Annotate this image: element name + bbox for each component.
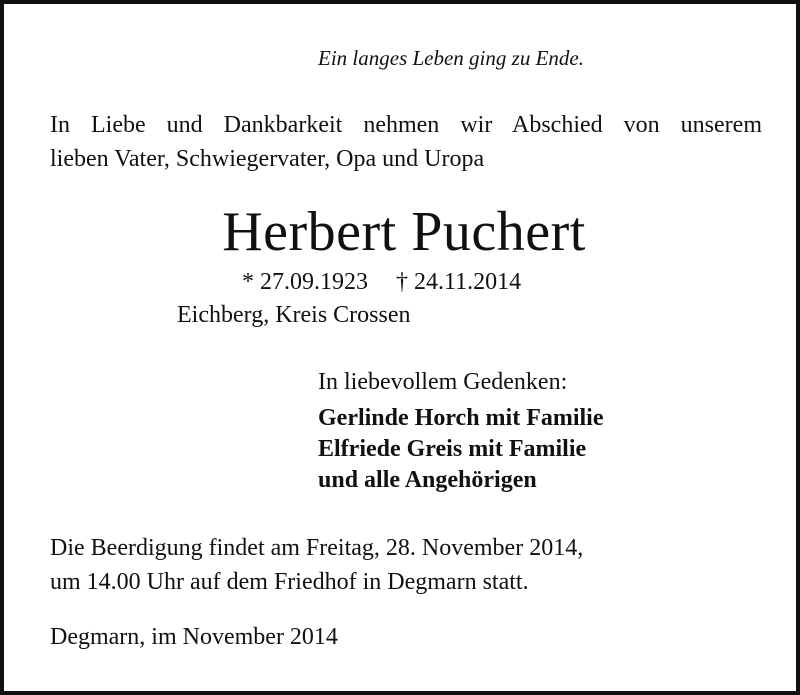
- life-dates: [242, 269, 521, 296]
- mourners-list: [318, 403, 604, 496]
- mourner-item: Gerlinde Horch mit Familie: [318, 405, 604, 431]
- death-date: † 24.11.2014: [396, 269, 522, 295]
- motto: Ein langes Leben ging zu Ende.: [318, 46, 584, 70]
- mourner-item: Elfriede Greis mit Familie: [318, 436, 587, 462]
- funeral-line-2: um 14.00 Uhr auf dem Friedhof in Degmarn statt.: [50, 569, 529, 595]
- funeral-info: [50, 531, 583, 599]
- deceased-name: Herbert Puchert: [222, 201, 586, 263]
- intro-line-2: lieben Vater, Schwiegervater, Opa und Uropa: [50, 146, 485, 172]
- mourner-item: und alle Angehörigen: [318, 467, 537, 493]
- memory-heading: In liebevollem Gedenken:: [318, 369, 568, 395]
- birthplace: Eichberg, Kreis Crossen: [177, 302, 411, 328]
- birth-date: * 27.09.1923: [242, 269, 368, 295]
- intro-line-1: In Liebe und Dankbarkeit nehmen wir Abschied von unserem: [50, 112, 762, 138]
- intro-text: [50, 108, 762, 176]
- place-and-date: Degmarn, im November 2014: [50, 624, 338, 650]
- funeral-line-1: Die Beerdigung findet am Freitag, 28. November 2014,: [50, 535, 584, 561]
